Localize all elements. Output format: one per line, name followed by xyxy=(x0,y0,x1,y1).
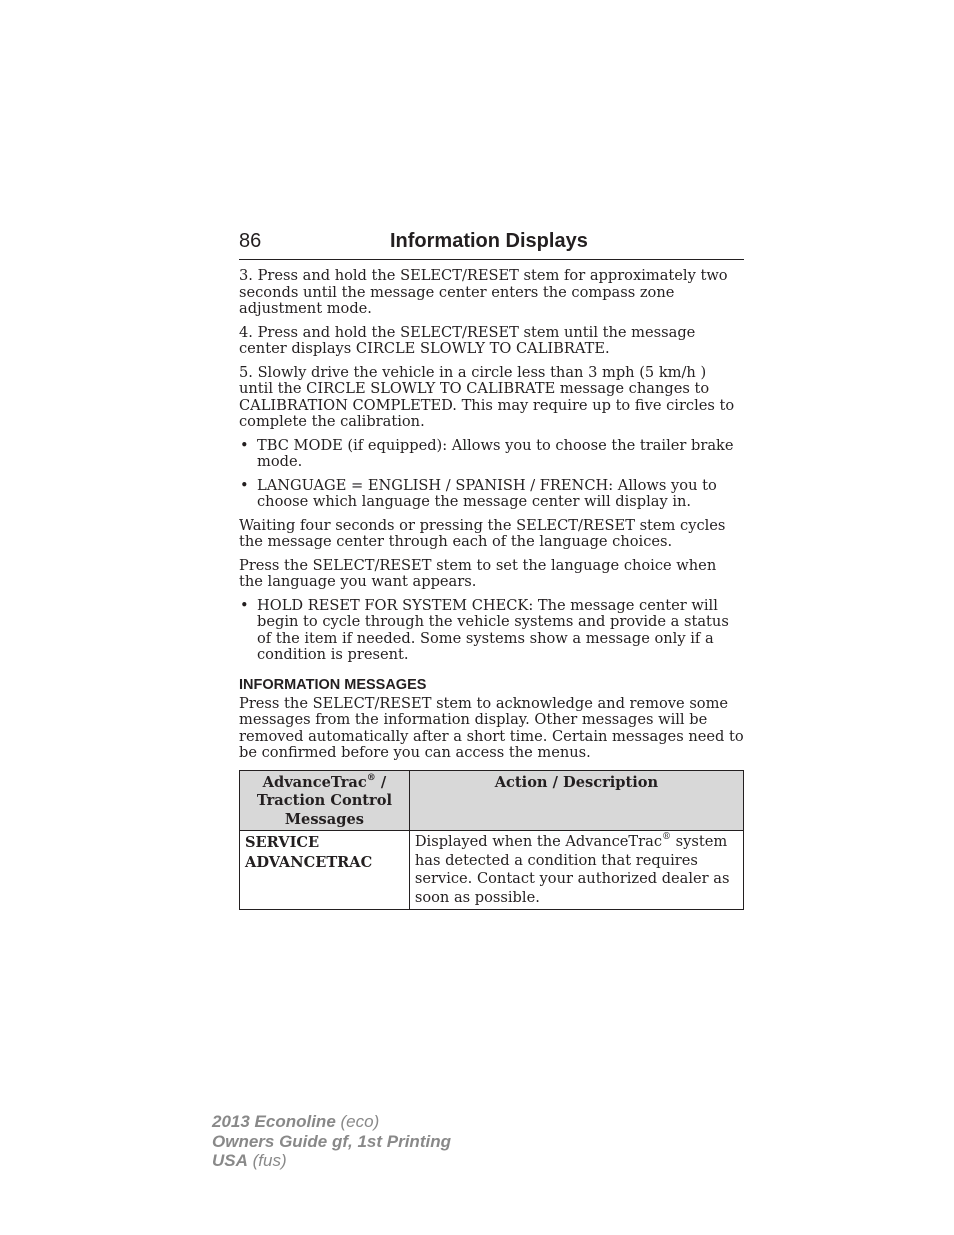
list-item xyxy=(239,598,744,664)
footer-line: 2013 Econoline (eco) xyxy=(212,1112,380,1131)
step-paragraph: 3. Press and hold the SELECT/RESET stem for approximately two seconds until the message center enters the compass zone adjustment mode. xyxy=(239,267,728,317)
list-item xyxy=(239,438,744,471)
footer-line: Owners Guide gf, 1st Printing xyxy=(212,1131,451,1151)
body-paragraph: Press the SELECT/RESET stem to acknowledge and remove some messages from the information display. Other messages will be removed automatically after a short time. Certain messages need to be confirmed before you can access the menus. xyxy=(239,694,744,761)
table-header-messages: AdvanceTrac® / Traction Control Messages xyxy=(240,770,410,831)
step-paragraph: 4. Press and hold the SELECT/RESET stem until the message center displays CIRCLE SLOWLY TO CALIBRATE. xyxy=(239,323,696,357)
message-name-line: ADVANCETRAC xyxy=(245,854,373,871)
bullet-icon: • xyxy=(240,596,249,614)
message-description-cell: Displayed when the AdvanceTrac® system has detected a condition that requires service. Contact your authorized dealer as soon as possible. xyxy=(409,831,743,910)
body-paragraph: Press the SELECT/RESET stem to set the language choice when the language you want appears. xyxy=(239,556,717,590)
list-item-text: TBC MODE (if equipped): Allows you to choose the trailer brake mode. xyxy=(257,436,734,470)
footer-line: USA (fus) xyxy=(212,1151,287,1170)
page-footer xyxy=(212,1112,451,1171)
list-item xyxy=(239,478,744,511)
messages-table xyxy=(239,770,744,911)
message-name-line: SERVICE xyxy=(245,834,320,851)
list-item-text: HOLD RESET FOR SYSTEM CHECK: The message center will begin to cycle through the vehicle systems and provide a status of the item if needed. Some systems show a message only if a condition is present. xyxy=(257,596,729,663)
table-row xyxy=(240,831,744,910)
subsection-heading: INFORMATION MESSAGES xyxy=(239,676,427,693)
page-number: 86 xyxy=(239,230,262,252)
section-title: Information Displays xyxy=(390,230,588,252)
message-name-cell xyxy=(240,831,410,910)
step-paragraph: 5. Slowly drive the vehicle in a circle less than 3 mph (5 km/h ) until the CIRCLE SLOWLY TO CALIBRATE message changes to CALIBRATION COMPLETED. This may require up to five circles to complete the calibration. xyxy=(239,363,735,430)
table-header-action: Action / Description xyxy=(409,770,743,831)
list-item-text: LANGUAGE = ENGLISH / SPANISH / FRENCH: Allows you to choose which language the message center will display in. xyxy=(257,476,717,510)
table-header-row xyxy=(240,770,744,831)
page-content xyxy=(239,268,744,910)
bullet-icon: • xyxy=(240,436,249,454)
bullet-icon: • xyxy=(240,476,249,494)
body-paragraph: Waiting four seconds or pressing the SELECT/RESET stem cycles the message center through each of the language choices. xyxy=(239,516,726,550)
page-header xyxy=(239,228,744,260)
